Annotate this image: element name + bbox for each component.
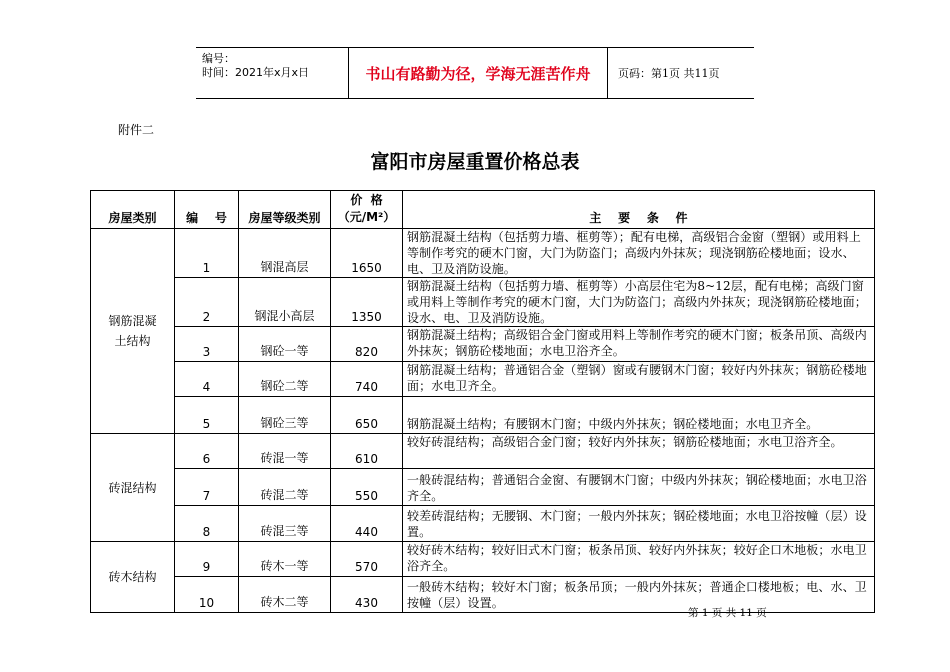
row-price: 570 — [331, 542, 403, 577]
header-meta — [196, 48, 349, 98]
row-number: 1 — [175, 229, 239, 278]
table-row — [91, 506, 875, 542]
header-price-unit: （元/M²） — [337, 210, 396, 224]
time-label: 时间：2021年x月x日 — [202, 66, 310, 79]
row-conditions: 钢筋混凝土结构（包括剪力墙、框剪等）；配有电梯，高级铝合金窗（塑钢）或用料上等制作考究的硬木门窗，大门为防盗门；高级内外抹灰；现浇钢筋砼楼地面；设水、电、卫及消防设施。 — [403, 229, 875, 278]
row-price: 740 — [331, 362, 403, 397]
row-conditions: 一般砖混结构；普通铝合金窗、有腰钢木门窗；中级内外抹灰；钢砼楼地面；水电卫浴齐全。 — [403, 469, 875, 506]
header-grade: 房屋等级类别 — [239, 191, 331, 229]
row-grade: 砖木一等 — [239, 542, 331, 577]
table-row — [91, 327, 875, 362]
row-grade: 钢砼三等 — [239, 397, 331, 434]
category-cell: 砖混结构 — [91, 434, 175, 542]
header-category: 房屋类别 — [91, 191, 175, 229]
row-price: 1650 — [331, 229, 403, 278]
row-conditions: 较好砖木结构；较好旧式木门窗；板条吊顶、较好内外抹灰；较好企口木地板；水电卫浴齐全。 — [403, 542, 875, 577]
header-page-info: 页码：第1页 共11页 — [618, 67, 720, 80]
row-grade: 砖混一等 — [239, 434, 331, 469]
row-number: 9 — [175, 542, 239, 577]
category-cell: 砖木结构 — [91, 542, 175, 613]
row-price: 610 — [331, 434, 403, 469]
row-price: 440 — [331, 506, 403, 542]
row-number: 6 — [175, 434, 239, 469]
table-row — [91, 397, 875, 434]
category-cell — [91, 229, 175, 434]
document-header — [196, 47, 754, 99]
row-number: 10 — [175, 577, 239, 613]
row-conditions: 钢筋混凝土结构（包括剪力墙、框剪等）小高层住宅为8~12层，配有电梯；高级门窗或用料上等制作考究的硬木门窗，大门为防盗门；高级内外抹灰；现浇钢筋砼楼地面；设水、电、卫及消防设施。 — [403, 278, 875, 327]
row-number: 4 — [175, 362, 239, 397]
category-label: 钢筋混凝土结构 — [108, 314, 157, 348]
row-number: 8 — [175, 506, 239, 542]
row-price: 550 — [331, 469, 403, 506]
row-price: 820 — [331, 327, 403, 362]
number-label: 编号： — [202, 52, 235, 65]
row-conditions: 一般砖木结构；较好木门窗；板条吊顶；一般内外抹灰；普通企口楼地板；电、水、卫按幢（层）设置。 — [403, 577, 875, 613]
row-number: 3 — [175, 327, 239, 362]
table-row — [91, 278, 875, 327]
table-row — [91, 362, 875, 397]
row-grade: 钢砼一等 — [239, 327, 331, 362]
header-conditions: 主 要 条 件 — [403, 191, 875, 229]
header-motto: 书山有路勤为径，学海无涯苦作舟 — [349, 48, 608, 98]
row-number: 7 — [175, 469, 239, 506]
table-row — [91, 434, 875, 469]
row-conditions: 钢筋混凝土结构；高级铝合金门窗或用料上等制作考究的硬木门窗；板条吊顶、高级内外抹灰；钢筋砼楼地面；水电卫浴齐全。 — [403, 327, 875, 362]
row-grade: 砖混二等 — [239, 469, 331, 506]
table-row — [91, 542, 875, 577]
row-grade: 砖混三等 — [239, 506, 331, 542]
header-number: 编 号 — [175, 191, 239, 229]
table-header-row — [91, 191, 875, 229]
row-conditions: 钢筋混凝土结构；有腰钢木门窗；中级内外抹灰；钢砼楼地面；水电卫齐全。 — [403, 397, 875, 434]
row-grade: 砖木二等 — [239, 577, 331, 613]
row-conditions: 较差砖混结构；无腰钢、木门窗；一般内外抹灰；钢砼楼地面；水电卫浴按幢（层）设置。 — [403, 506, 875, 542]
header-price — [331, 191, 403, 229]
row-number: 2 — [175, 278, 239, 327]
header-price-label: 价 格 — [350, 193, 383, 207]
row-price: 1350 — [331, 278, 403, 327]
table-row — [91, 469, 875, 506]
row-grade: 钢混高层 — [239, 229, 331, 278]
row-price: 430 — [331, 577, 403, 613]
table-row — [91, 229, 875, 278]
annex-label: 附件二 — [118, 123, 155, 137]
row-price: 650 — [331, 397, 403, 434]
page-title: 富阳市房屋重置价格总表 — [370, 151, 580, 173]
row-conditions: 较好砖混结构；高级铝合金门窗；较好内外抹灰；钢筋砼楼地面；水电卫浴齐全。 — [403, 434, 875, 469]
row-grade: 钢混小高层 — [239, 278, 331, 327]
row-number: 5 — [175, 397, 239, 434]
row-conditions: 钢筋混凝土结构；普通铝合金（塑钢）窗或有腰钢木门窗；较好内外抹灰；钢筋砼楼地面；水电卫齐全。 — [403, 362, 875, 397]
row-grade: 钢砼二等 — [239, 362, 331, 397]
page-footer: 第 1 页 共 11 页 — [688, 607, 767, 619]
price-table — [90, 190, 875, 613]
